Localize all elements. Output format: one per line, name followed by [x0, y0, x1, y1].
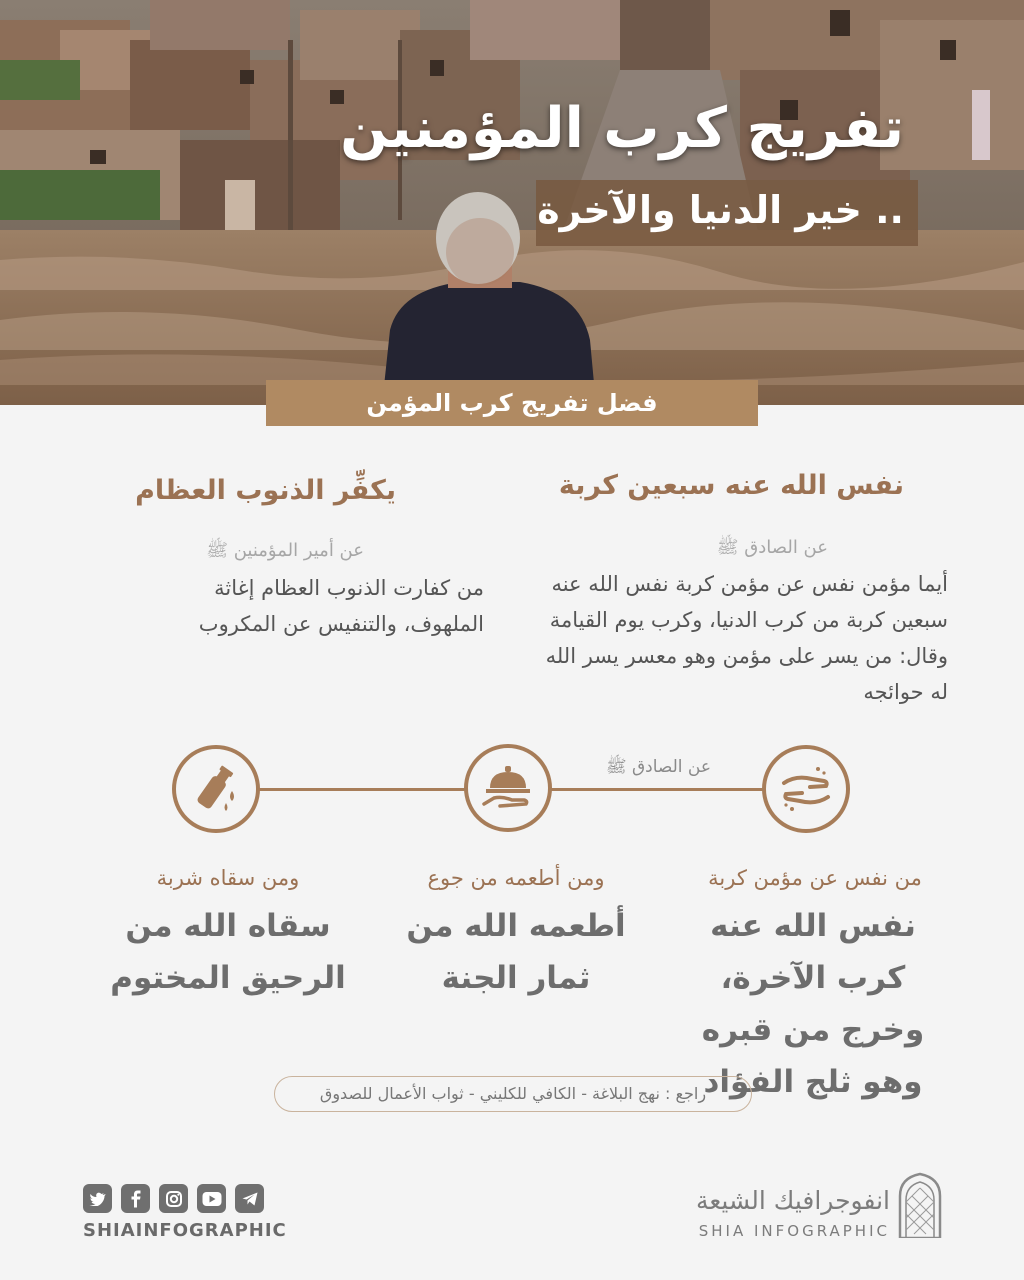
- left-column-heading: يكفِّر الذنوب العظام: [135, 475, 396, 506]
- step-2-caption: ومن أطعمه من جوع: [427, 866, 605, 890]
- left-column-text: من كفارت الذنوب العظام إغاثة الملهوف، والتنفيس عن المكروب: [198, 576, 484, 636]
- water-bottle-icon: [188, 761, 244, 817]
- brand-name-english: SHIA INFOGRAPHIC: [698, 1222, 890, 1240]
- brand-logo: [896, 1172, 944, 1242]
- section-band: فضل تفريج كرب المؤمن: [266, 380, 758, 426]
- timeline-source: عن الصادق ﷺ: [600, 756, 717, 781]
- page-subtitle: .. خير الدنيا والآخرة: [537, 188, 904, 232]
- timeline-step-3: [172, 745, 260, 833]
- references-pill: راجع : نهج البلاغة - الكافي للكليني - ثواب الأعمال للصدوق: [274, 1076, 752, 1112]
- step-1-reward: نفس الله عنه كرب الآخرة، وخرج من قبره وهو ثلج الفؤاد: [701, 908, 925, 1100]
- facebook-icon[interactable]: [121, 1184, 150, 1213]
- telegram-icon[interactable]: [235, 1184, 264, 1213]
- brand-name-arabic: انفوجرافيك الشيعة: [695, 1186, 890, 1215]
- page-title: تفريج كرب المؤمنين: [340, 96, 904, 161]
- timeline-step-2: [464, 744, 552, 832]
- serving-dish-icon: [480, 760, 536, 816]
- timeline-step-1: [762, 745, 850, 833]
- step-1-caption: من نفس عن مؤمن كربة: [708, 866, 922, 890]
- helping-hands-icon: [778, 761, 834, 817]
- right-column-text: أيما مؤمن نفس عن مؤمن كربة نفس الله عنه سبعين كربة من كرب الدنيا، وكرب يوم القيامة وقال: من يسر على مؤمن وهو معسر يسر الله له حوائجه: [545, 572, 948, 704]
- left-column-source: عن أمير المؤمنين ﷺ: [206, 540, 364, 561]
- right-column-source: عن الصادق ﷺ: [716, 537, 828, 558]
- step-2-reward: أطعمه الله من ثمار الجنة: [406, 908, 626, 996]
- step-3-caption: ومن سقاه شربة: [156, 866, 300, 890]
- instagram-icon[interactable]: [159, 1184, 188, 1213]
- twitter-icon[interactable]: [83, 1184, 112, 1213]
- step-3-reward: سقاه الله من الرحيق المختوم: [110, 908, 346, 996]
- social-handle: SHIAINFOGRAPHIC: [83, 1220, 287, 1241]
- youtube-icon[interactable]: [197, 1184, 226, 1213]
- right-column-heading: نفس الله عنه سبعين كربة: [558, 470, 904, 501]
